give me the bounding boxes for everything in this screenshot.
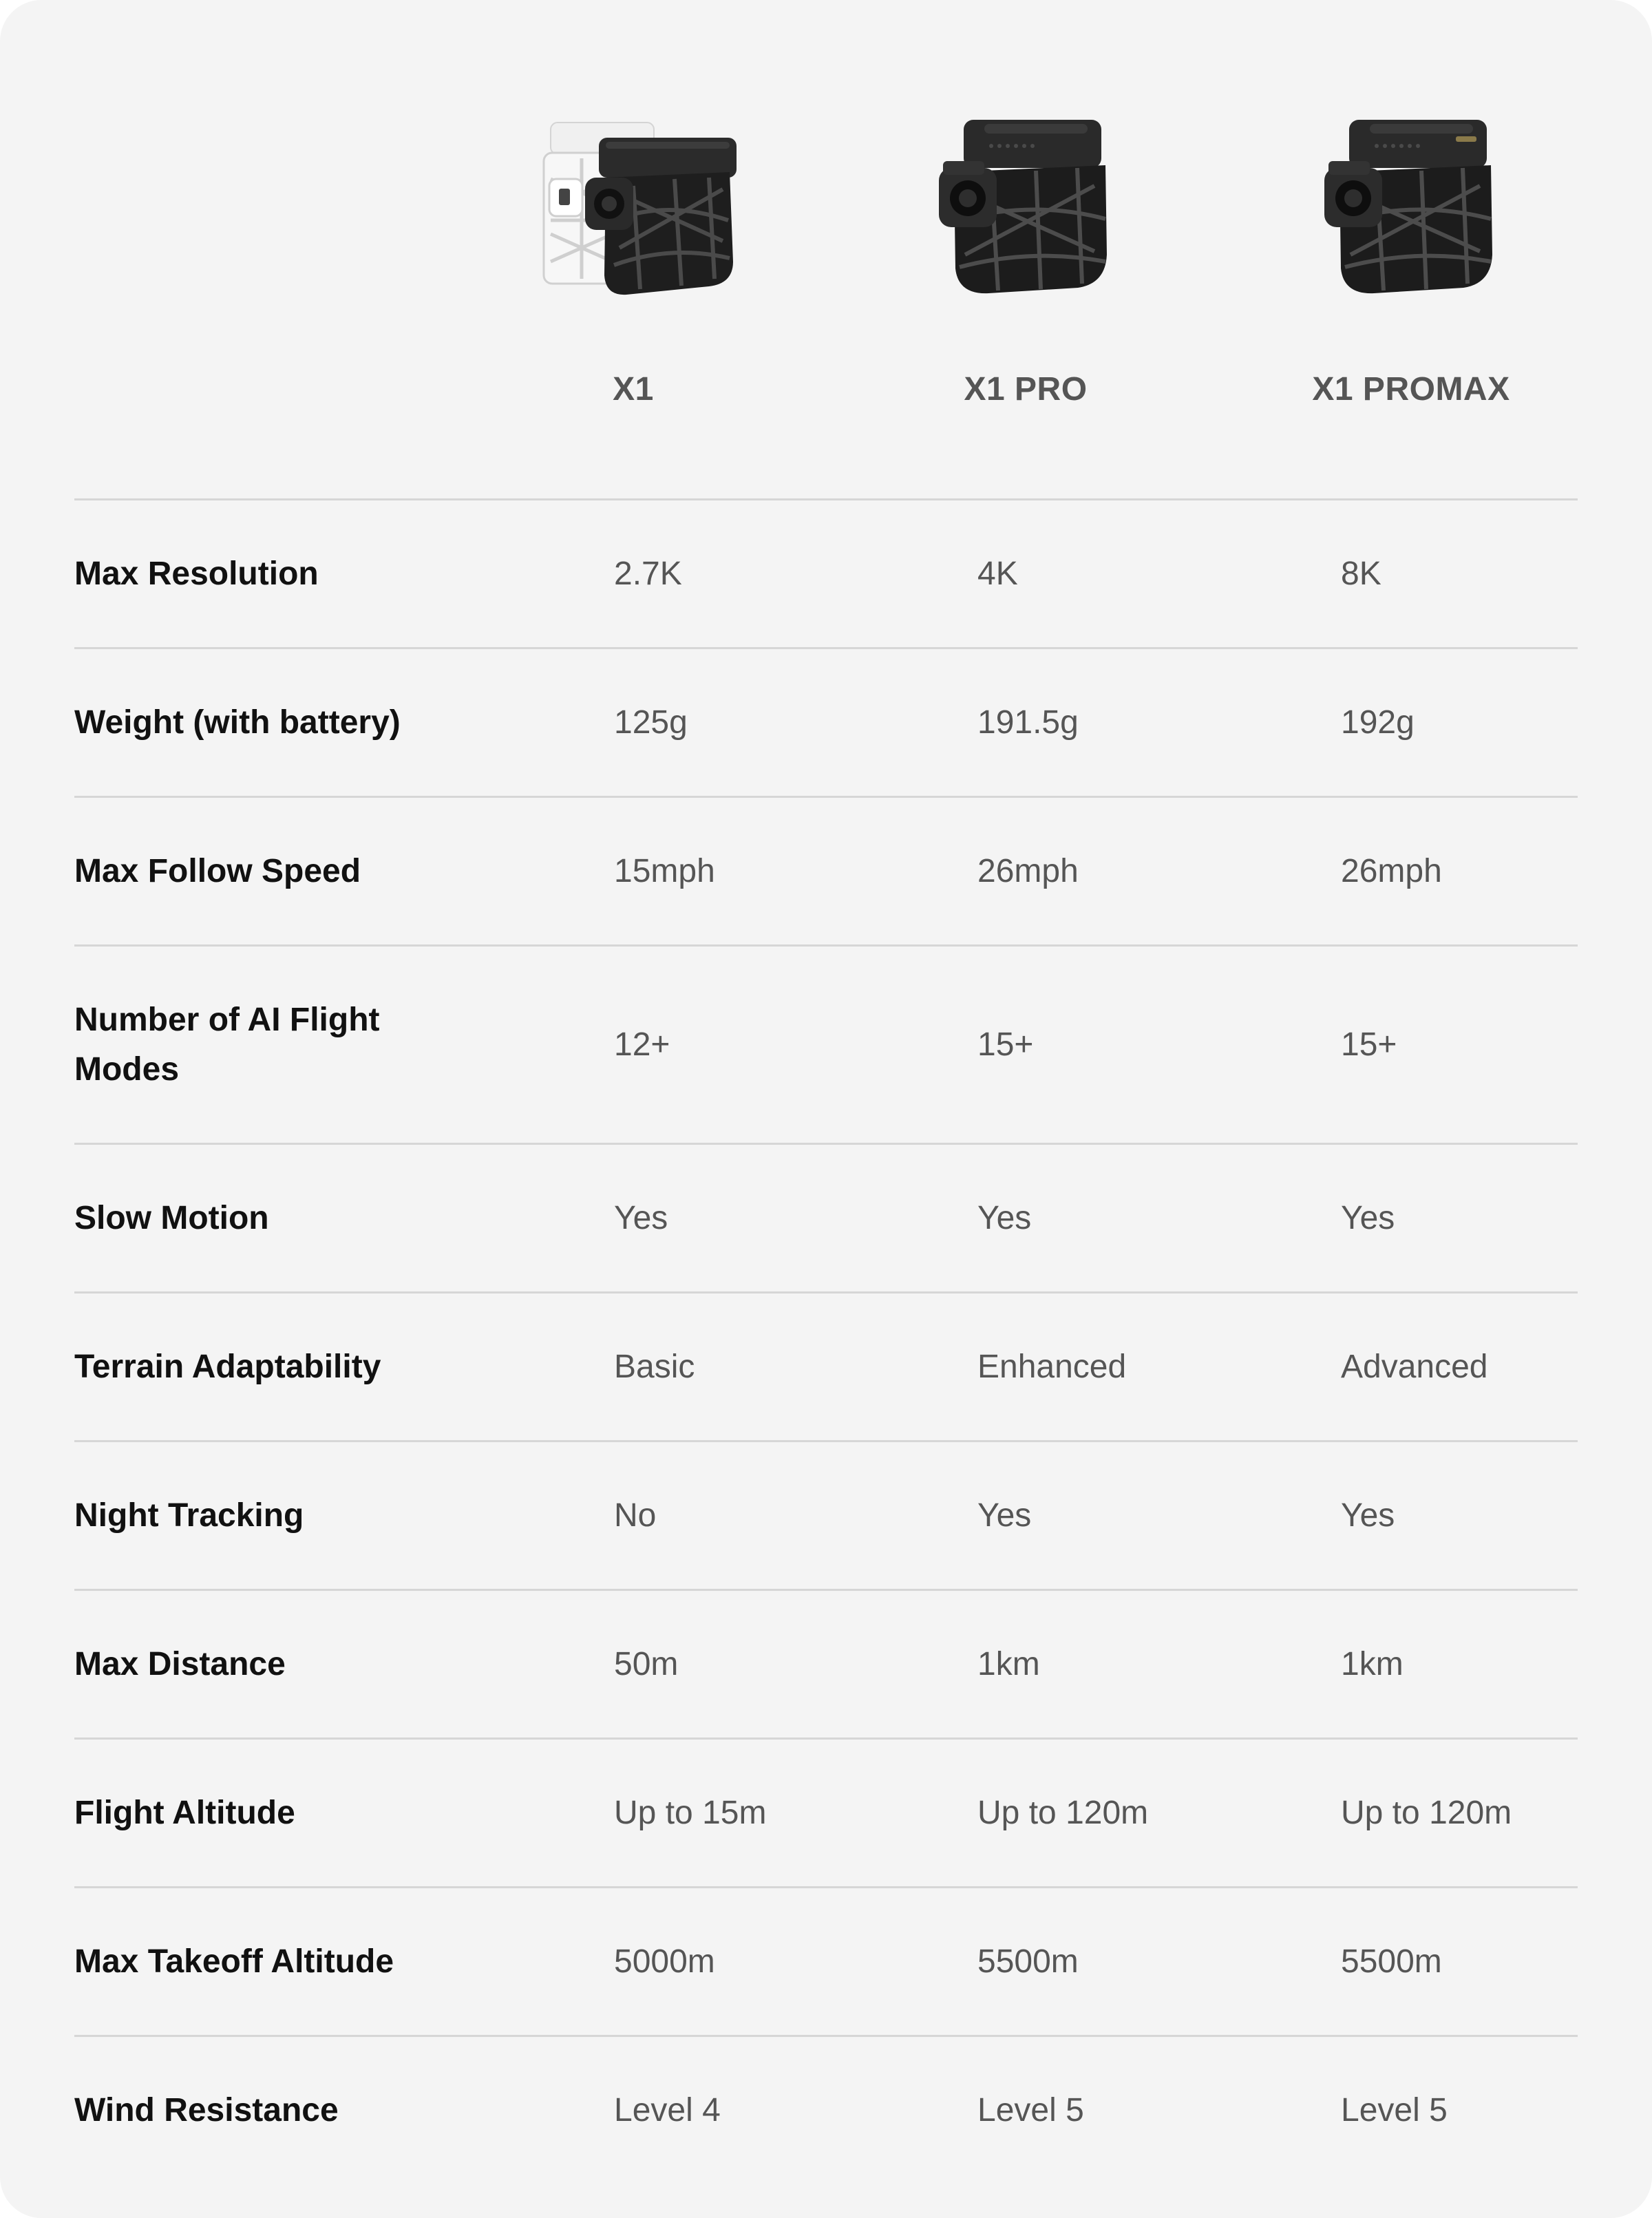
- table-row: [74, 2035, 1578, 2184]
- spec-value-x1-pro: 1km: [977, 1645, 1040, 1682]
- spec-value-x1-promax: Yes: [1341, 1199, 1395, 1236]
- table-row: [74, 1440, 1578, 1589]
- spec-value-x1: Level 4: [614, 2091, 721, 2129]
- spec-value-x1-pro: Yes: [977, 1497, 1032, 1534]
- spec-label: Flight Altitude: [74, 1794, 295, 1831]
- spec-label: Max Takeoff Altitude: [74, 1943, 394, 1980]
- spec-label: Night Tracking: [74, 1497, 304, 1534]
- spec-value-x1-pro: Yes: [977, 1199, 1032, 1236]
- drone-black-icon: [1273, 103, 1549, 310]
- spec-value-x1: 5000m: [614, 1943, 715, 1980]
- table-row: [74, 1291, 1578, 1440]
- spec-table: [74, 498, 1578, 2184]
- spec-label: Max Distance: [74, 1645, 286, 1682]
- spec-value-x1-promax: 5500m: [1341, 1943, 1442, 1980]
- spec-value-x1-pro: 26mph: [977, 852, 1079, 889]
- spec-value-x1-promax: Advanced: [1341, 1348, 1488, 1385]
- spec-value-x1-pro: 191.5g: [977, 704, 1079, 741]
- product-column-x1-pro: [888, 103, 1163, 420]
- drone-pair-white-black-icon: [496, 103, 771, 310]
- spec-label: Wind Resistance: [74, 2091, 339, 2129]
- spec-value-x1: 15mph: [614, 852, 715, 889]
- spec-value-x1: Up to 15m: [614, 1794, 767, 1831]
- spec-value-x1-promax: Up to 120m: [1341, 1794, 1512, 1831]
- spec-value-x1-pro: Level 5: [977, 2091, 1084, 2129]
- table-row: [74, 1589, 1578, 1738]
- spec-value-x1-promax: 15+: [1341, 1026, 1397, 1063]
- table-row: [74, 944, 1578, 1143]
- spec-label: Number of AI Flight Modes: [74, 1001, 380, 1088]
- drone-black-icon: [888, 103, 1163, 310]
- product-name-x1: X1: [613, 371, 654, 408]
- spec-value-x1-promax: Level 5: [1341, 2091, 1448, 2129]
- spec-value-x1-pro: Enhanced: [977, 1348, 1127, 1385]
- spec-value-x1-promax: 192g: [1341, 704, 1415, 741]
- spec-value-x1-promax: 26mph: [1341, 852, 1442, 889]
- table-row: [74, 498, 1578, 647]
- product-name-x1-promax: X1 PROMAX: [1312, 371, 1510, 408]
- product-column-x1-promax: [1273, 103, 1549, 420]
- spec-value-x1-pro: 4K: [977, 555, 1018, 592]
- spec-value-x1-pro: Up to 120m: [977, 1794, 1149, 1831]
- spec-value-x1: Basic: [614, 1348, 695, 1385]
- table-row: [74, 1738, 1578, 1886]
- spec-value-x1: 125g: [614, 704, 688, 741]
- spec-value-x1: No: [614, 1497, 657, 1534]
- table-row: [74, 1886, 1578, 2035]
- spec-label: Max Resolution: [74, 555, 319, 592]
- spec-value-x1: 2.7K: [614, 555, 682, 592]
- spec-label: Max Follow Speed: [74, 852, 361, 889]
- product-name-x1-pro: X1 PRO: [964, 371, 1088, 408]
- spec-label: Slow Motion: [74, 1199, 269, 1236]
- table-row: [74, 796, 1578, 944]
- spec-value-x1-promax: 1km: [1341, 1645, 1404, 1682]
- spec-label: Weight (with battery): [74, 704, 401, 741]
- spec-value-x1: Yes: [614, 1199, 668, 1236]
- spec-value-x1: 12+: [614, 1026, 670, 1063]
- spec-value-x1-pro: 5500m: [977, 1943, 1079, 1980]
- spec-label: Terrain Adaptability: [74, 1348, 381, 1385]
- spec-value-x1: 50m: [614, 1645, 679, 1682]
- spec-value-x1-pro: 15+: [977, 1026, 1034, 1063]
- table-row: [74, 647, 1578, 796]
- spec-value-x1-promax: Yes: [1341, 1497, 1395, 1534]
- spec-value-x1-promax: 8K: [1341, 555, 1381, 592]
- product-column-x1: [496, 103, 771, 420]
- table-row: [74, 1143, 1578, 1291]
